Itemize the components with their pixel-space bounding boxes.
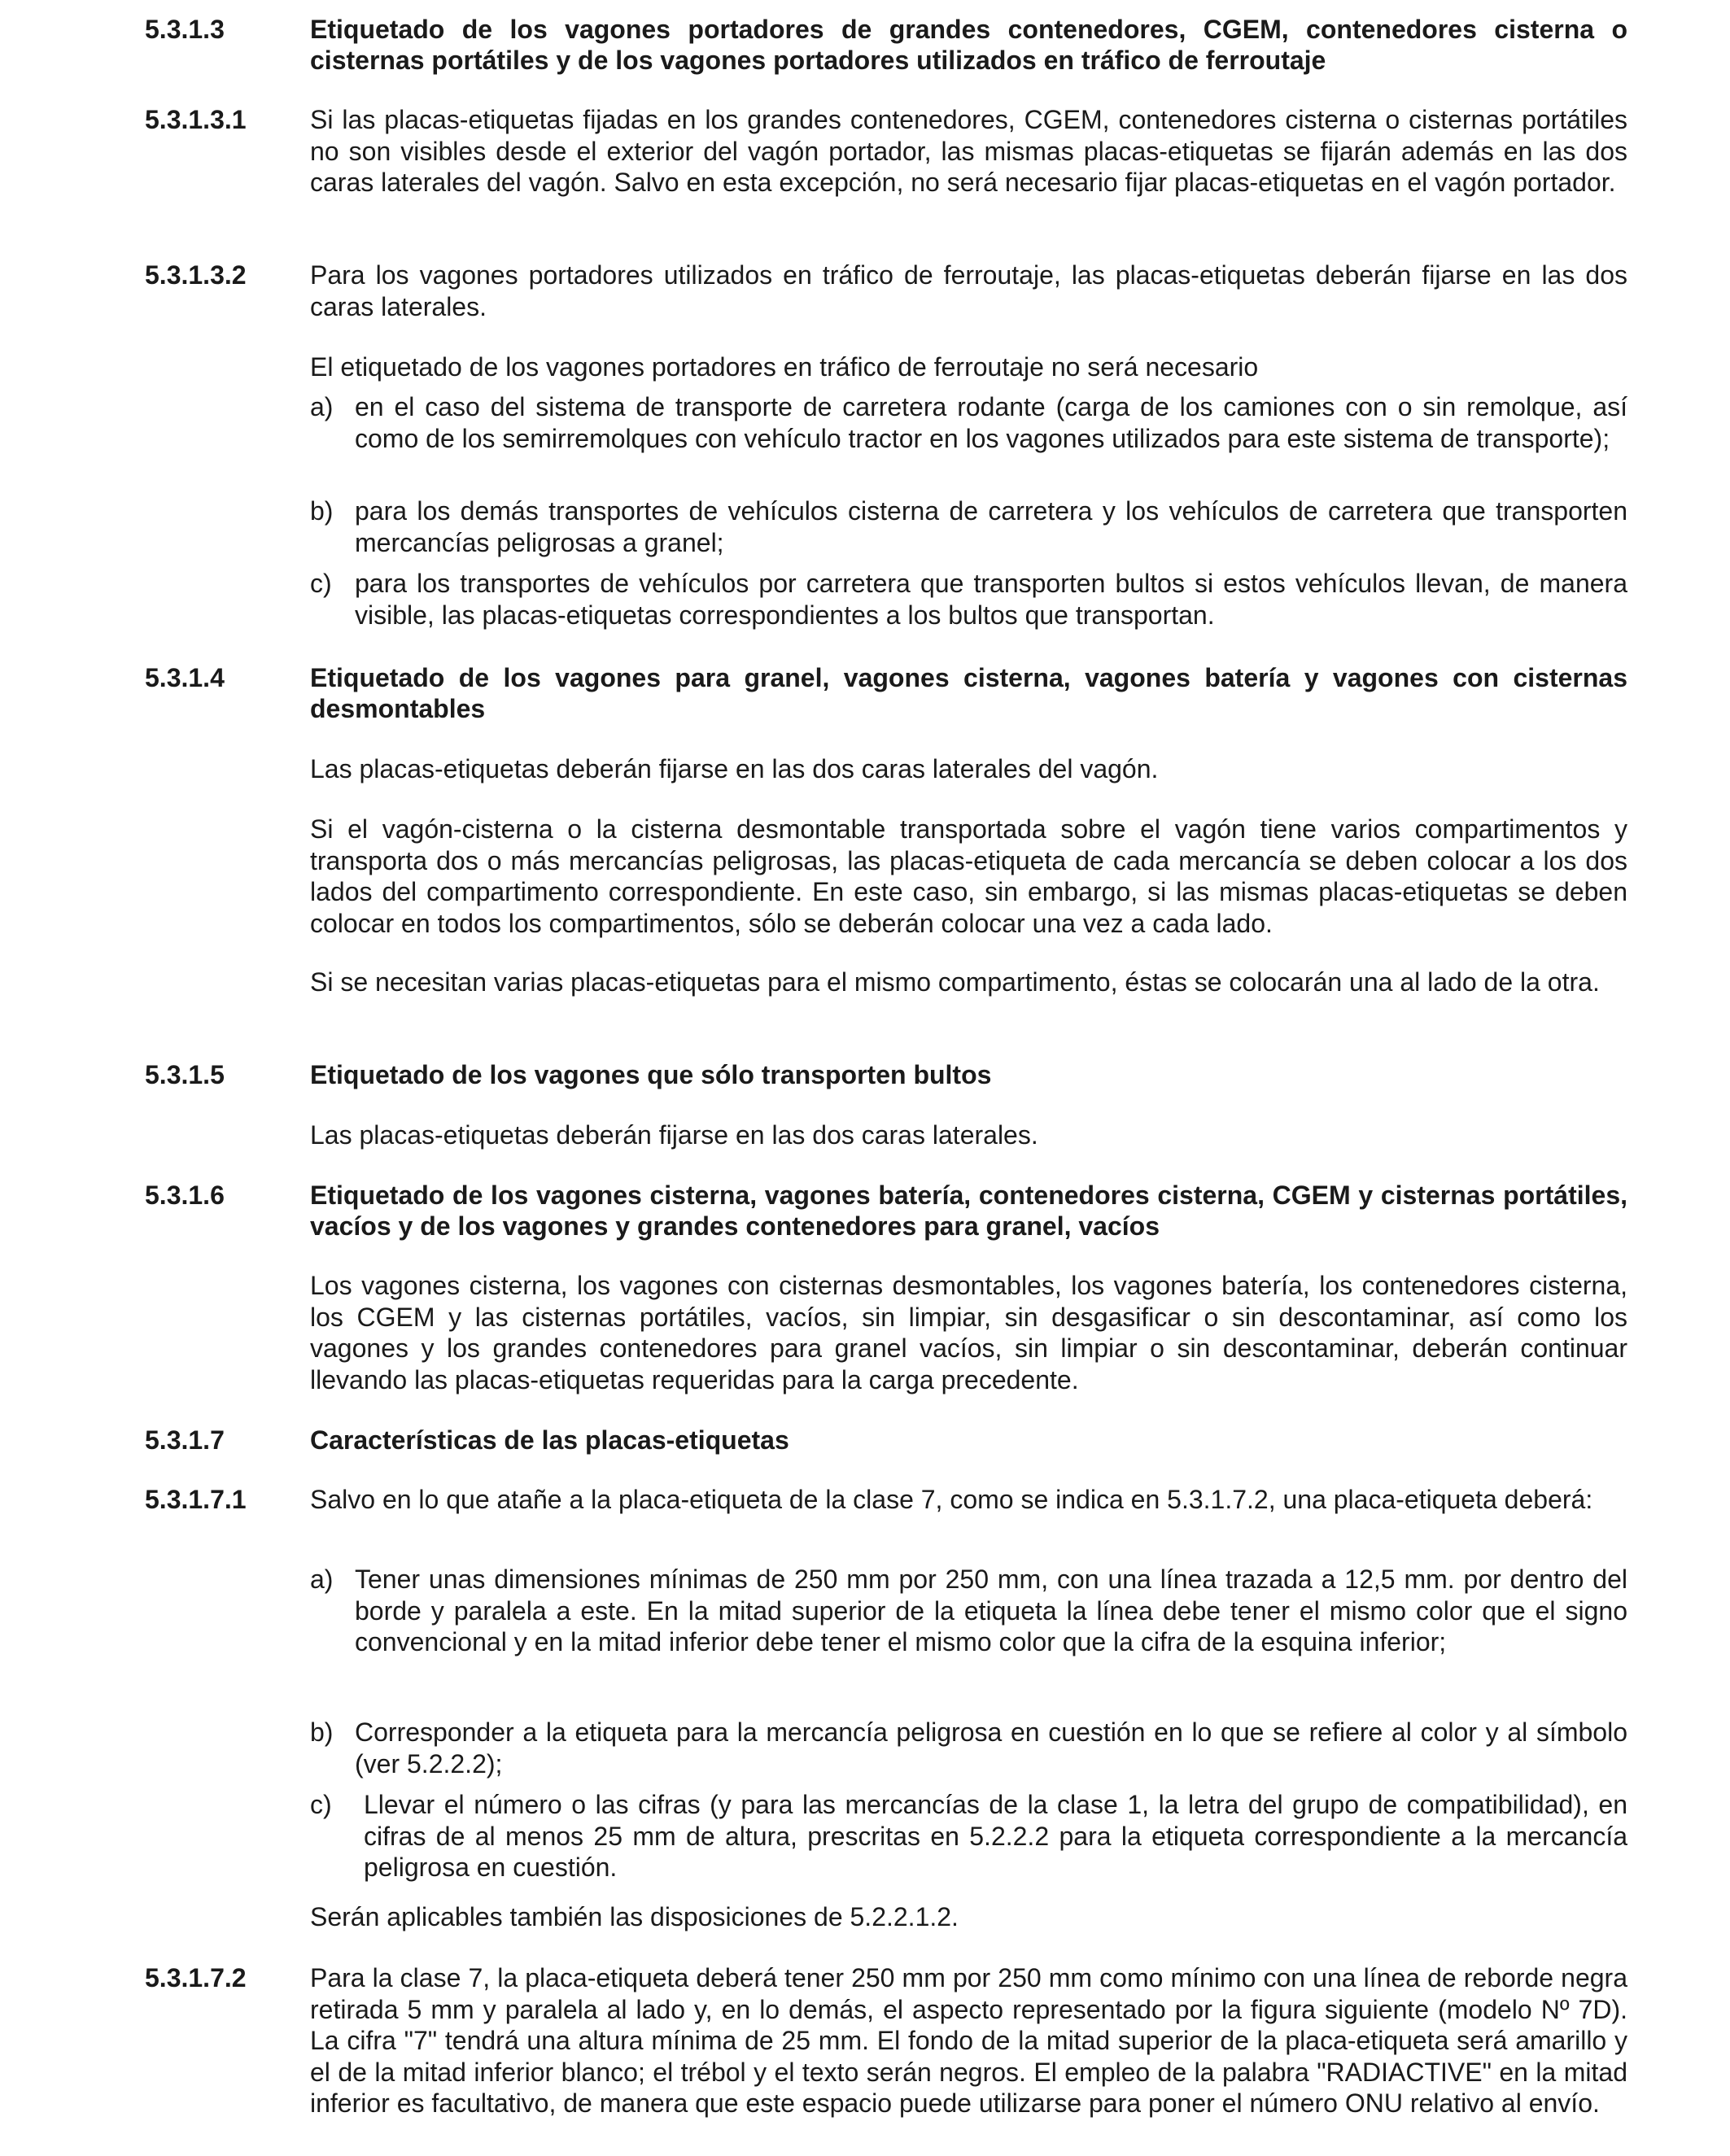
list-item-text: Tener unas dimensiones mínimas de 250 mm por 250 mm, con una línea trazada a 12,5 mm. por dentro del borde y paralela a este. En la mitad superior de la etiqueta la línea debe tener el mismo color que el signo convencional y en la mitad inferior debe tener el mismo color que la cifra de la esquina inferior; xyxy=(355,1565,1627,1656)
section-paragraph: Si el vagón-cisterna o la cisterna desmontable transportada sobre el vagón tiene varios compartimentos y transporta dos o más mercancías peligrosas, las placas-etiqueta de cada mercancía se deben colocar a los dos lados del compartimento correspondiente. En este caso, sin embargo, si las mismas placas-etiquetas se deben colocar en todos los compartimentos, sólo se deberán colocar una vez a cada lado. xyxy=(310,814,1627,938)
section-paragraph: Si se necesitan varias placas-etiquetas para el mismo compartimento, éstas se colocarán una al lado de la otra. xyxy=(310,967,1600,997)
section-number: 5.3.1.5 xyxy=(145,1060,225,1089)
section-paragraph: Para la clase 7, la placa-etiqueta deberá tener 250 mm por 250 mm como mínimo con una línea de reborde negra retirada 5 mm y paralela al lado y, en lo demás, el aspecto representado por la figura siguiente (modelo Nº 7D). La cifra "7" tendrá una altura mínima de 25 mm. El fondo de la mitad superior de la placa-etiqueta será amarillo y el de la mitad inferior blanco; el trébol y el texto serán negros. El empleo de la palabra "RADIACTIVE" en la mitad inferior es facultativo, de manera que este espacio puede utilizarse para poner el número ONU relativo al envío. xyxy=(310,1963,1627,2118)
section-paragraph: Salvo en lo que atañe a la placa-etiqueta de la clase 7, como se indica en 5.3.1.7.2, una placa-etiqueta deberá: xyxy=(310,1485,1593,1514)
list-item-text: en el caso del sistema de transporte de carretera rodante (carga de los camiones con o sin remolque, así como de los semirremolques con vehículo tractor en los vagones utilizados para este sistema de transporte); xyxy=(355,392,1627,453)
list-item-label: c) xyxy=(310,569,332,598)
section-paragraph: Las placas-etiquetas deberán fijarse en las dos caras laterales del vagón. xyxy=(310,754,1159,783)
list-item-label: b) xyxy=(310,1717,334,1747)
section-heading: Etiquetado de los vagones para granel, vagones cisterna, vagones batería y vagones con cisternas desmontables xyxy=(310,663,1627,723)
list-item-label: c) xyxy=(310,1790,332,1819)
section-number: 5.3.1.7.1 xyxy=(145,1485,247,1514)
section-number: 5.3.1.3.1 xyxy=(145,105,247,134)
section-number: 5.3.1.3.2 xyxy=(145,260,247,290)
list-item-label: a) xyxy=(310,392,334,421)
section-paragraph: Las placas-etiquetas deberán fijarse en las dos caras laterales. xyxy=(310,1120,1038,1150)
list-item-text: Llevar el número o las cifras (y para las mercancías de la clase 1, la letra del grupo de compatibilidad), en cifras de al menos 25 mm de altura, prescritas en 5.2.2.2 para la etiqueta correspondiente a la mercancía peligrosa en cuestión. xyxy=(364,1790,1627,1882)
section-number: 5.3.1.6 xyxy=(145,1181,225,1210)
section-heading: Etiquetado de los vagones que sólo transporten bultos xyxy=(310,1060,992,1089)
section-paragraph: Serán aplicables también las disposiciones de 5.2.2.1.2. xyxy=(310,1902,959,1931)
section-heading: Etiquetado de los vagones cisterna, vagones batería, contenedores cisterna, CGEM y cisternas portátiles, vacíos y de los vagones y grandes contenedores para granel, vacíos xyxy=(310,1181,1627,1241)
list-item-text: Corresponder a la etiqueta para la mercancía peligrosa en cuestión en lo que se refiere al color y al símbolo (ver 5.2.2.2); xyxy=(355,1717,1627,1778)
section-number: 5.3.1.7.2 xyxy=(145,1963,247,1992)
list-intro: El etiquetado de los vagones portadores en tráfico de ferroutaje no será necesario xyxy=(310,352,1259,382)
section-number: 5.3.1.3 xyxy=(145,15,225,44)
section-heading: Etiquetado de los vagones portadores de grandes contenedores, CGEM, contenedores cisterna o cisternas portátiles y de los vagones portadores utilizados en tráfico de ferroutaje xyxy=(310,15,1627,75)
list-item-label: a) xyxy=(310,1565,334,1594)
list-item-text: para los demás transportes de vehículos cisterna de carretera y los vehículos de carretera que transporten mercancías peligrosas a granel; xyxy=(355,496,1627,557)
section-heading: Características de las placas-etiquetas xyxy=(310,1425,789,1455)
section-number: 5.3.1.7 xyxy=(145,1425,225,1455)
section-number: 5.3.1.4 xyxy=(145,663,225,692)
list-item-label: b) xyxy=(310,496,334,526)
section-paragraph: Si las placas-etiquetas fijadas en los grandes contenedores, CGEM, contenedores cisterna o cisternas portátiles no son visibles desde el exterior del vagón portador, las mismas placas-etiquetas se fijarán además en las dos caras laterales del vagón. Salvo en esta excepción, no será necesario fijar placas-etiquetas en el vagón portador. xyxy=(310,105,1627,197)
section-paragraph: Para los vagones portadores utilizados en tráfico de ferroutaje, las placas-etiquetas deberán fijarse en las dos caras laterales. xyxy=(310,260,1627,321)
list-item-text: para los transportes de vehículos por carretera que transporten bultos si estos vehículos llevan, de manera visible, las placas-etiquetas correspondientes a los bultos que transportan. xyxy=(355,569,1627,630)
section-paragraph: Los vagones cisterna, los vagones con cisternas desmontables, los vagones batería, los contenedores cisterna, los CGEM y las cisternas portátiles, vacíos, sin limpiar, sin desgasificar o sin descontaminar, así como los vagones y los grandes contenedores para granel vacíos, sin limpiar o sin descontaminar, deberán continuar llevando las placas-etiquetas requeridas para la carga precedente. xyxy=(310,1271,1627,1394)
